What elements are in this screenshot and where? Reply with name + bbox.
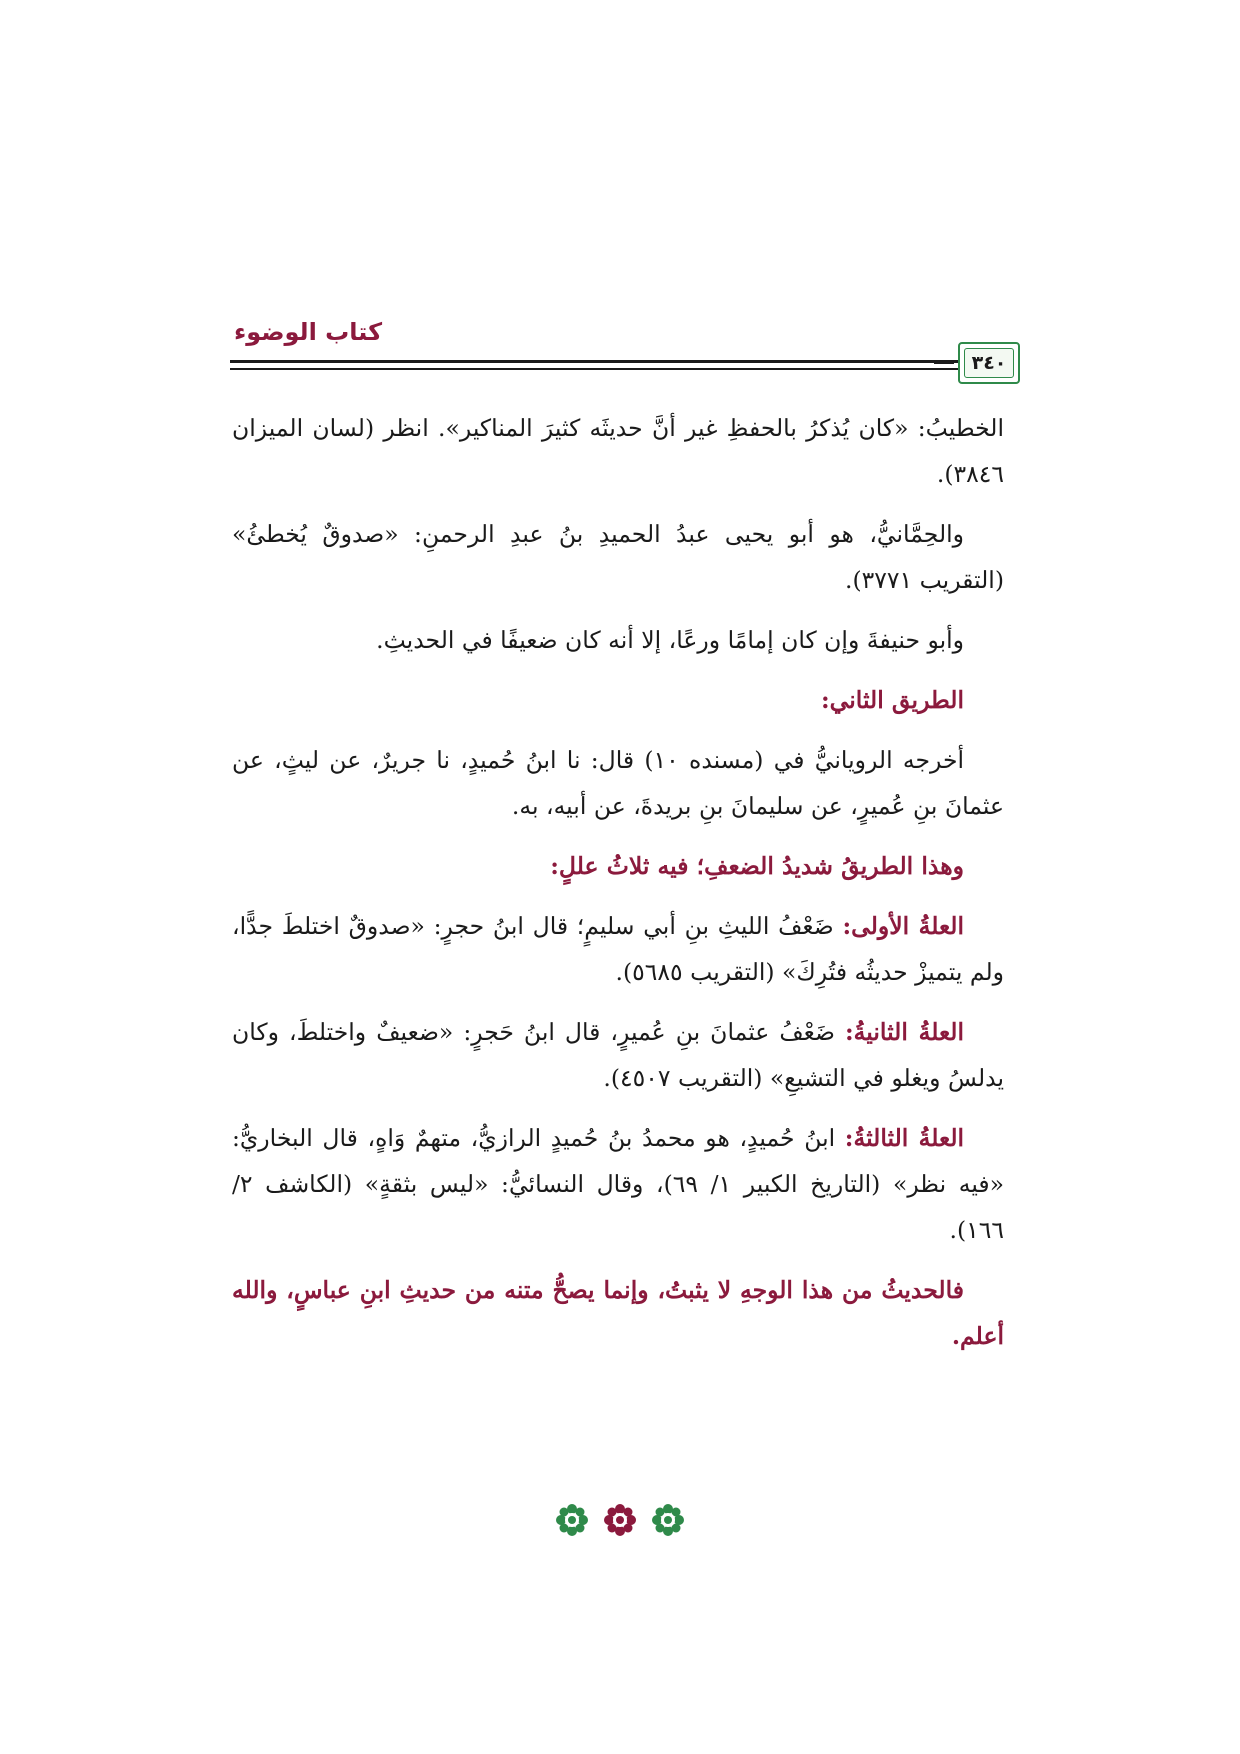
illness-label: العلةُ الثالثةُ:: [844, 1124, 965, 1152]
header-rule-thick: [230, 360, 1002, 363]
section-heading: الطريق الثاني:: [821, 686, 964, 714]
page-header: [230, 318, 1020, 384]
page-number: ٣٤٠: [964, 348, 1014, 378]
conclusion: فالحديثُ من هذا الوجهِ لا يثبتُ، وإنما يصحُّ متنه من حديثِ ابنِ عباسٍ، والله أعلم.: [232, 1276, 1004, 1350]
header-rule-thin: [230, 368, 1002, 370]
paragraph: أخرجه الرويانيُّ في (مسنده ١٠) قال: نا ابنُ حُميدٍ، نا جريرٌ، عن ليثٍ، عن عثمانَ بنِ عُميرٍ، عن سليمانَ بنِ بريدةَ، عن أبيه، به.: [232, 746, 1004, 820]
flower-ornament-icon: [555, 1503, 589, 1537]
paragraph: الخطيبُ: «كان يُذكرُ بالحفظِ غير أنَّ حديثَه كثيرَ المناكير». انظر (لسان الميزان ٣٨٤٦).: [232, 414, 1004, 488]
illness-text: ابنُ حُميدٍ، هو محمدُ بنُ حُميدٍ الرازيُّ، متهمٌ وَاهٍ، قال البخاريُّ: «فيه نظر» (التاريخ الكبير ١/ ٦٩)، وقال النسائيُّ: «ليس بثقةٍ» (الكاشف ٢/ ١٦٦).: [232, 1124, 1005, 1244]
paragraph: وأبو حنيفةَ وإن كان إمامًا ورعًا، إلا أنه كان ضعيفًا في الحديثِ.: [376, 626, 964, 654]
illness-paragraph-1: [232, 903, 1004, 995]
end-ornament: [0, 1503, 1240, 1537]
paragraph: والحِمَّانيُّ، هو أبو يحيى عبدُ الحميدِ بنُ عبدِ الرحمنِ: «صدوقٌ يُخطئُ» (التقريب ٣٧٧١).: [232, 520, 1004, 594]
illness-label: العلةُ الثانيةُ:: [845, 1018, 964, 1046]
flower-ornament-icon: [651, 1503, 685, 1537]
illness-text: ضَعْفُ عثمانَ بنِ عُميرٍ، قال ابنُ حَجرٍ: «ضعيفٌ واختلطَ، وكان يدلسُ ويغلو في التشيعِ» (التقريب ٤٥٠٧).: [232, 1018, 1004, 1092]
page-number-badge: [958, 342, 1020, 384]
illness-label: العلةُ الأولى:: [842, 912, 964, 940]
illness-paragraph-2: [232, 1009, 1004, 1101]
illness-paragraph-3: [232, 1115, 1004, 1253]
flower-ornament-icon: [603, 1503, 637, 1537]
illness-text: ضَعْفُ الليثِ بنِ أبي سليمٍ؛ قال ابنُ حجرٍ: «صدوقٌ اختلطَ جدًّا، ولم يتميزْ حديثُه فتُرِكَ» (التقريب ٥٦٨٥).: [232, 912, 1004, 986]
book-title: كتاب الوضوء: [234, 318, 383, 346]
page-content: [232, 405, 1004, 1373]
header-dash-left: [934, 362, 954, 364]
section-heading: وهذا الطريقُ شديدُ الضعفِ؛ فيه ثلاثُ عللٍ:: [550, 852, 964, 880]
